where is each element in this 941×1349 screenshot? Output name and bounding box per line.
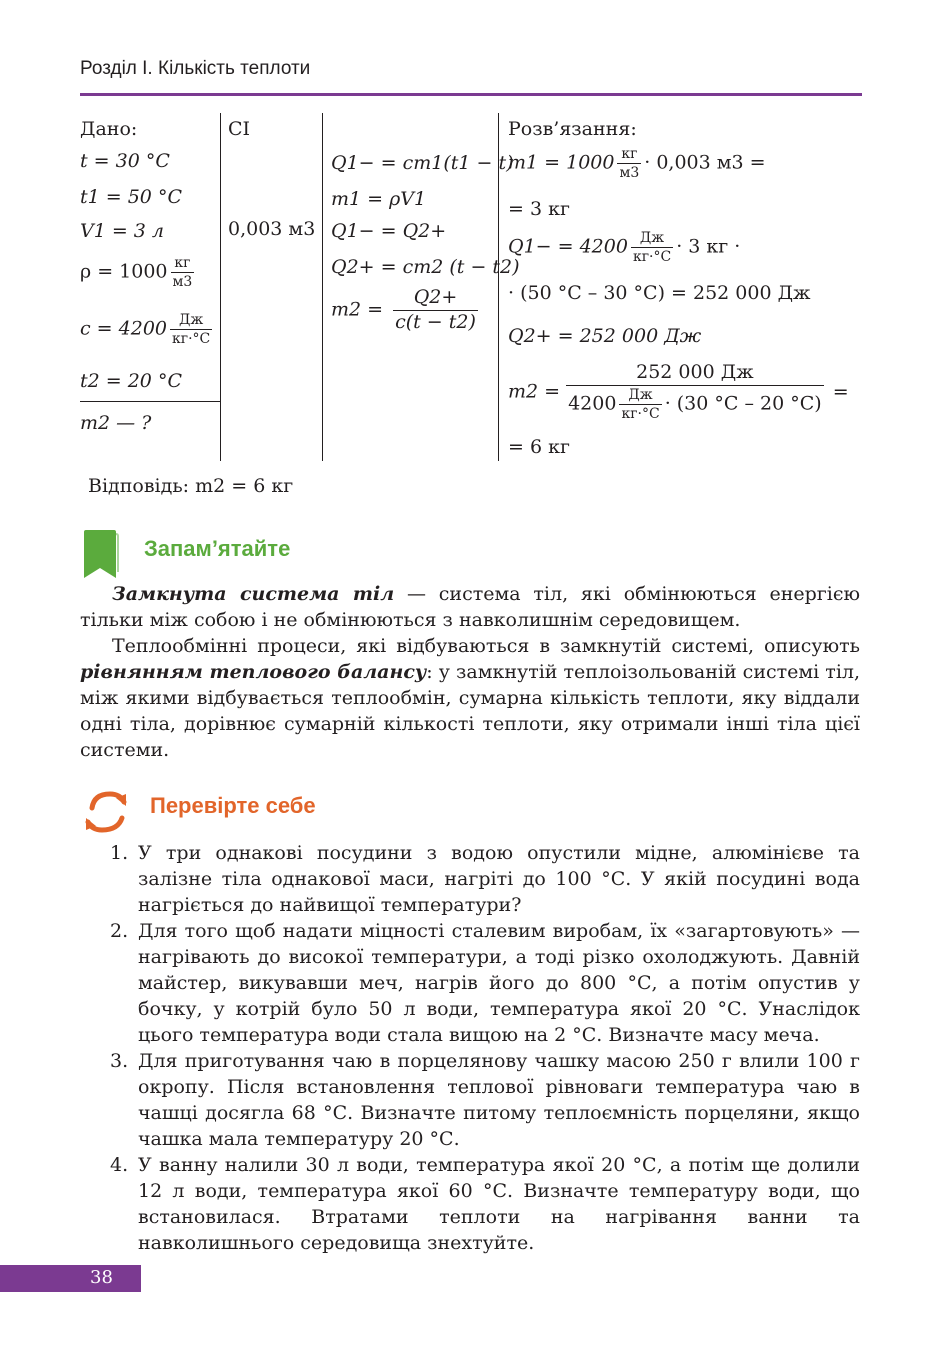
question-number: 1.	[110, 842, 129, 864]
solution-step-2: = 3 кг	[508, 198, 570, 220]
solution-step-1-den: м3	[619, 165, 640, 182]
solution-step-6	[508, 362, 849, 422]
question-number: 3.	[110, 1050, 129, 1072]
given-t1: t1 = 50 °C	[80, 186, 182, 208]
given-title: Дано:	[80, 118, 138, 140]
solution-step-6-den-num: Дж	[619, 387, 661, 405]
bookmark-icon	[80, 528, 120, 580]
question-number: 2.	[110, 920, 129, 942]
formula-5	[331, 287, 481, 334]
question-item	[110, 918, 860, 1048]
solution-step-1-unit	[617, 146, 641, 181]
solution-step-6-right: =	[832, 380, 849, 403]
refresh-cycle-icon	[80, 786, 132, 838]
given-c-num: Дж	[170, 312, 212, 330]
question-text: Для приготування чаю в порцелянову чашку масою 250 г влили 100 г окропу. Після встановлення теплової рівноваги температура чаю в чашці досягла 68 °С. Визначте питому теплоємність порцеляни, якщо чашка мала температуру 20 °С.	[138, 1050, 860, 1150]
given-rho-left: ρ = 1000	[80, 260, 168, 283]
solution-step-3	[508, 230, 740, 265]
remember-paragraph-1	[80, 581, 860, 633]
solution-step-6-left: m2 =	[508, 380, 561, 403]
solution-step-6-den-right: · (30 °C – 20 °C)	[664, 392, 822, 415]
formula-5-left: m2 =	[331, 298, 384, 321]
remember-definition-1: — система тіл, які обмінюються енергією тільки між собою і не обмінюються з навколишнім середовищем.	[80, 583, 861, 631]
given-c-unit	[170, 312, 212, 347]
formula-4: Q2+ = cm2 (t − t2)	[331, 256, 520, 278]
given-c-den: кг·°C	[172, 331, 211, 348]
question-text: У ванну налили 30 л води, температура якої 20 °С, а потім ще долили 12 л води, температура якої 60 °С. Визначте температуру води, що встановилася. Втратами теплоти на нагрівання ванни та навколишнього середовища знехтуйте.	[138, 1154, 860, 1254]
question-text: У три однакові посудини з водою опустили мідне, алюмінієве та залізне тіла однакової маси, нагріті до 100 °С. У якій посудині вода нагріється до найвищої температури?	[138, 842, 860, 916]
check-title: Перевірте себе	[150, 793, 316, 818]
question-item	[110, 1152, 860, 1256]
given-rho-den: м3	[172, 274, 193, 291]
remember-term-2: рівнянням теплового балансу	[80, 661, 427, 683]
question-item	[110, 1048, 860, 1152]
solution-step-4: · (50 °C – 30 °C) = 252 000 Дж	[508, 282, 811, 304]
solution-step-6-den	[566, 386, 824, 422]
page-header: Розділ І. Кількість теплоти	[80, 58, 311, 79]
remember-p2-rest: : у замкнутій теплоізольованій системі тіл, між якими відбувається теплообмін, сумарна кількість теплоти, яку віддали одні тіла, дорівнює сумарній кількості теплоти, яку отримали інші тіла цієї системи.	[80, 661, 861, 761]
solution-step-6-den-unit	[619, 387, 661, 422]
solution-step-6-num: 252 000 Дж	[566, 362, 824, 386]
solution-step-3-unit	[631, 230, 673, 265]
remember-term-1: Замкнута система тіл	[112, 583, 395, 605]
solution-step-6-fraction	[566, 362, 824, 422]
solution-step-3-left: Q1− = 4200	[508, 235, 628, 258]
answer-line: Відповідь: m2 = 6 кг	[88, 475, 294, 497]
solution-step-6-den-left: 4200	[568, 392, 617, 415]
table-divider-2	[322, 113, 323, 461]
solution-step-3-den: кг·°C	[632, 249, 672, 266]
given-t: t = 30 °C	[80, 150, 170, 172]
given-find-separator	[80, 401, 220, 402]
given-rho-unit	[171, 255, 195, 290]
given-rho-num: кг	[171, 255, 195, 273]
solution-step-1	[508, 146, 766, 181]
formula-2: m1 = ρV1	[331, 188, 427, 210]
page-number-tab	[0, 1265, 141, 1292]
solution-step-3-num: Дж	[631, 230, 673, 248]
formula-5-den: c(t − t2)	[395, 310, 476, 333]
given-find: m2 — ?	[80, 412, 152, 434]
question-number: 4.	[110, 1154, 129, 1176]
question-item	[110, 840, 860, 918]
solution-step-7: = 6 кг	[508, 436, 570, 458]
solution-step-3-right: · 3 кг ·	[676, 235, 741, 258]
formula-5-fraction	[393, 287, 478, 334]
question-list	[110, 840, 860, 1256]
remember-paragraph-2	[80, 633, 860, 763]
formula-1: Q1− = cm1(t1 − t)	[331, 152, 514, 174]
solution-step-1-left: m1 = 1000	[508, 151, 615, 174]
remember-title: Запам’ятайте	[144, 536, 291, 561]
solution-step-5: Q2+ = 252 000 Дж	[508, 325, 702, 347]
page-number: 38	[90, 1267, 113, 1288]
formula-5-num: Q2+	[393, 287, 478, 311]
given-t2: t2 = 20 °C	[80, 370, 182, 392]
table-divider-1	[220, 113, 221, 461]
solution-title: Розв’язання:	[508, 118, 637, 140]
given-c	[80, 312, 215, 347]
remember-p2-start: Теплообмінні процеси, які відбуваються в замкнутій системі, описують	[112, 635, 860, 657]
question-text: Для того щоб надати міцності сталевим виробам, їх «загартовують» — нагрівають до високої температури, а тоді різко охолоджують. Давній майстер, викувавши меч, нагрів його до 800 °С, а потім опустив у бочку, у котрій було 50 л води, температура якої 20 °С. Унаслідок цього температура води стала вищою на 2 °С. Визначте масу меча.	[138, 920, 860, 1046]
si-title: СІ	[228, 118, 251, 140]
given-c-left: c = 4200	[80, 317, 167, 340]
given-v1: V1 = 3 л	[80, 220, 165, 242]
formula-3: Q1− = Q2+	[331, 220, 447, 242]
si-v1: 0,003 м3	[228, 218, 316, 240]
solution-step-1-right: · 0,003 м3 =	[644, 151, 766, 174]
given-rho	[80, 255, 197, 290]
solution-step-1-num: кг	[617, 146, 641, 164]
solution-step-6-den-den: кг·°C	[621, 405, 660, 422]
header-divider	[80, 93, 862, 96]
